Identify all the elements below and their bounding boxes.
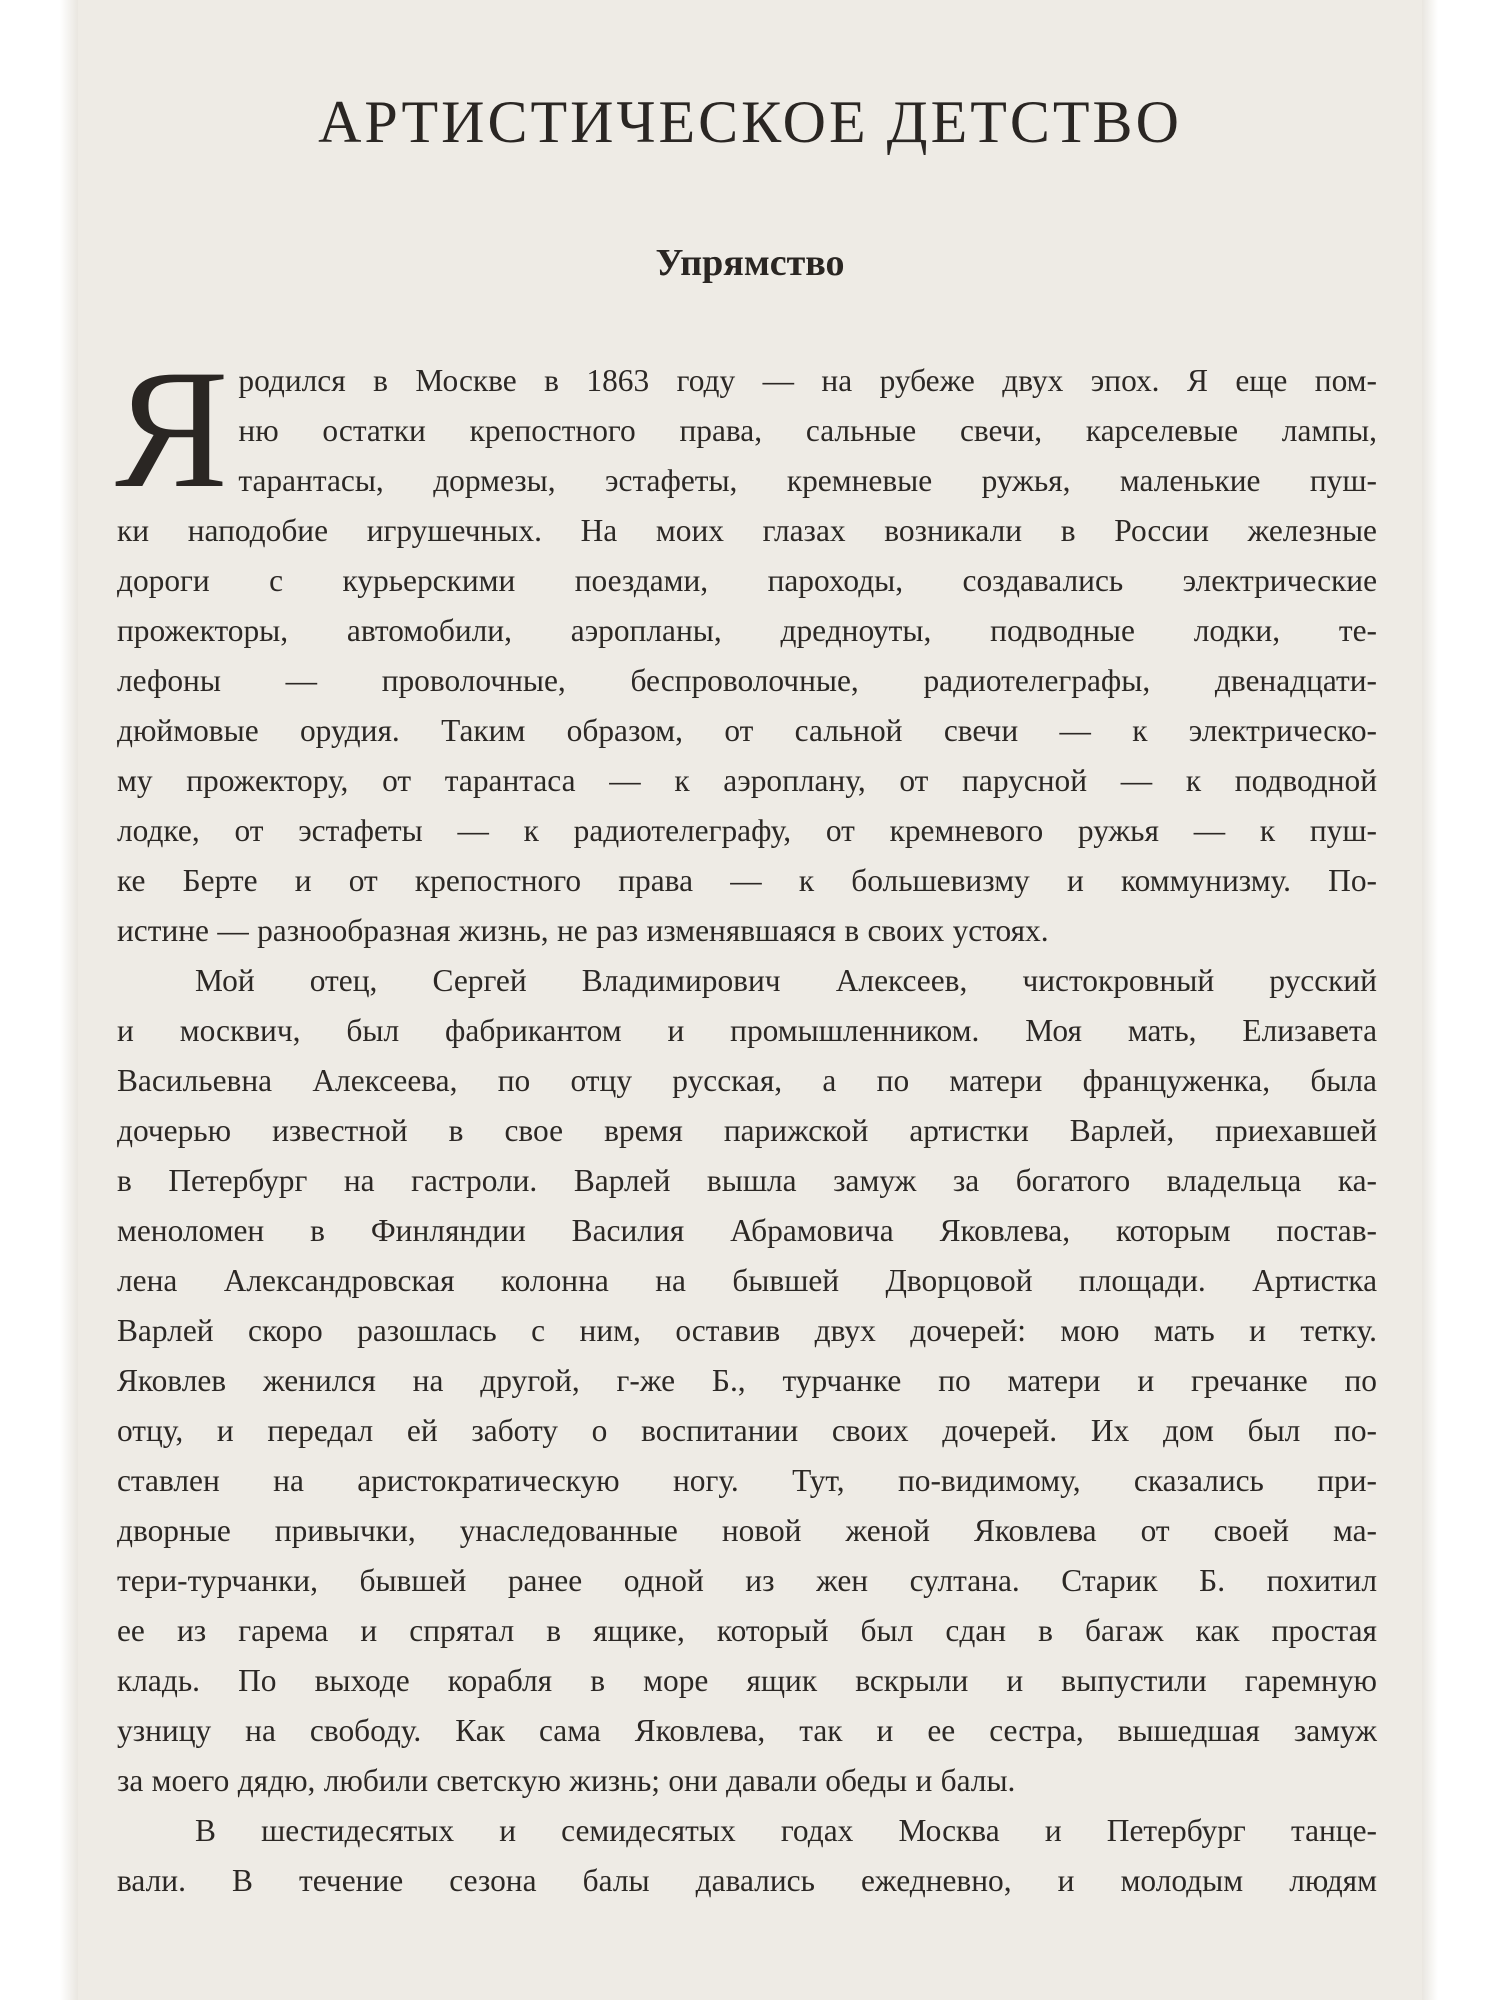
text-line: Яковлев женился на другой, г-же Б., турчанке по матери и гречанке по [117,1363,1377,1398]
text-line: Васильевна Алексеева, по отцу русская, а по матери француженка, была [117,1063,1377,1098]
text-line: Мой отец, Сергей Владимирович Алексеев, чистокровный русский [195,963,1377,998]
text-line: меноломен в Финляндии Василия Абрамовича Яковлева, которым постав- [117,1213,1377,1248]
text-line: за моего дядю, любили светскую жизнь; они давали обеды и балы. [117,1763,1016,1798]
text-line: прожекторы, автомобили, аэропланы, дредноуты, подводные лодки, те- [117,613,1377,648]
text-line: кладь. По выходе корабля в море ящик вскрыли и выпустили гаремную [117,1663,1377,1698]
text-line: дворные привычки, унаследованные новой женой Яковлева от своей ма- [117,1513,1377,1548]
text-line: ки наподобие игрушечных. На моих глазах возникали в России железные [117,513,1377,548]
body-text [115,335,1377,1906]
text-line: лефоны — проволочные, беспроволочные, радиотелеграфы, двенадцати- [117,663,1377,698]
drop-cap: Я [115,335,229,523]
text-line: узницу на свободу. Как сама Яковлева, так и ее сестра, вышедшая замуж [117,1713,1377,1748]
text-line: в Петербург на гастроли. Варлей вышла замуж за богатого владельца ка- [117,1163,1377,1198]
section-title: Упрямство [655,242,845,284]
page-edge-right [1422,0,1438,2000]
text-line: дочерью известной в свое время парижской артистки Варлей, приехавшей [117,1113,1377,1148]
text-line: В шестидесятых и семидесятых годах Москва и Петербург танце- [195,1813,1377,1848]
text-line: ее из гарема и спрятал в ящике, который был сдан в багаж как простая [117,1613,1377,1648]
text-line: тарантасы, дормезы, эстафеты, кремневые ружья, маленькие пуш- [238,463,1377,498]
text-line: ке Берте и от крепостного права — к большевизму и коммунизму. По- [117,863,1377,898]
page-edge-left [60,0,78,2000]
chapter-title: АРТИСТИЧЕСКОЕ ДЕТСТВО [318,89,1182,155]
text-line: дороги с курьерскими поездами, пароходы, создавались электрические [117,563,1377,598]
text-line: дюймовые орудия. Таким образом, от сальной свечи — к электрическо- [117,713,1377,748]
text-line: вали. В течение сезона балы давались ежедневно, и молодым людям [117,1863,1377,1898]
text-line: и москвич, был фабрикантом и промышленником. Моя мать, Елизавета [117,1013,1377,1048]
text-line: Варлей скоро разошлась с ним, оставив двух дочерей: мою мать и тетку. [117,1313,1377,1348]
text-line: лена Александровская колонна на бывшей Дворцовой площади. Артистка [117,1263,1377,1298]
text-line: ставлен на аристократическую ногу. Тут, по-видимому, сказались при- [117,1463,1377,1498]
text-line: лодке, от эстафеты — к радиотелеграфу, от кремневого ружья — к пуш- [117,813,1377,848]
book-page [78,0,1422,2000]
text-line: отцу, и передал ей заботу о воспитании своих дочерей. Их дом был по- [117,1413,1377,1448]
text-line: му прожектору, от тарантаса — к аэроплану, от парусной — к подводной [117,763,1377,798]
text-line: ню остатки крепостного права, сальные свечи, карселевые лампы, [238,413,1377,448]
text-line: тери-турчанки, бывшей ранее одной из жен султана. Старик Б. похитил [117,1563,1377,1598]
text-line: родился в Москве в 1863 году — на рубеже двух эпох. Я еще пом- [238,363,1377,398]
text-line: истине — разнообразная жизнь, не раз изменявшаяся в своих устоях. [117,913,1049,948]
